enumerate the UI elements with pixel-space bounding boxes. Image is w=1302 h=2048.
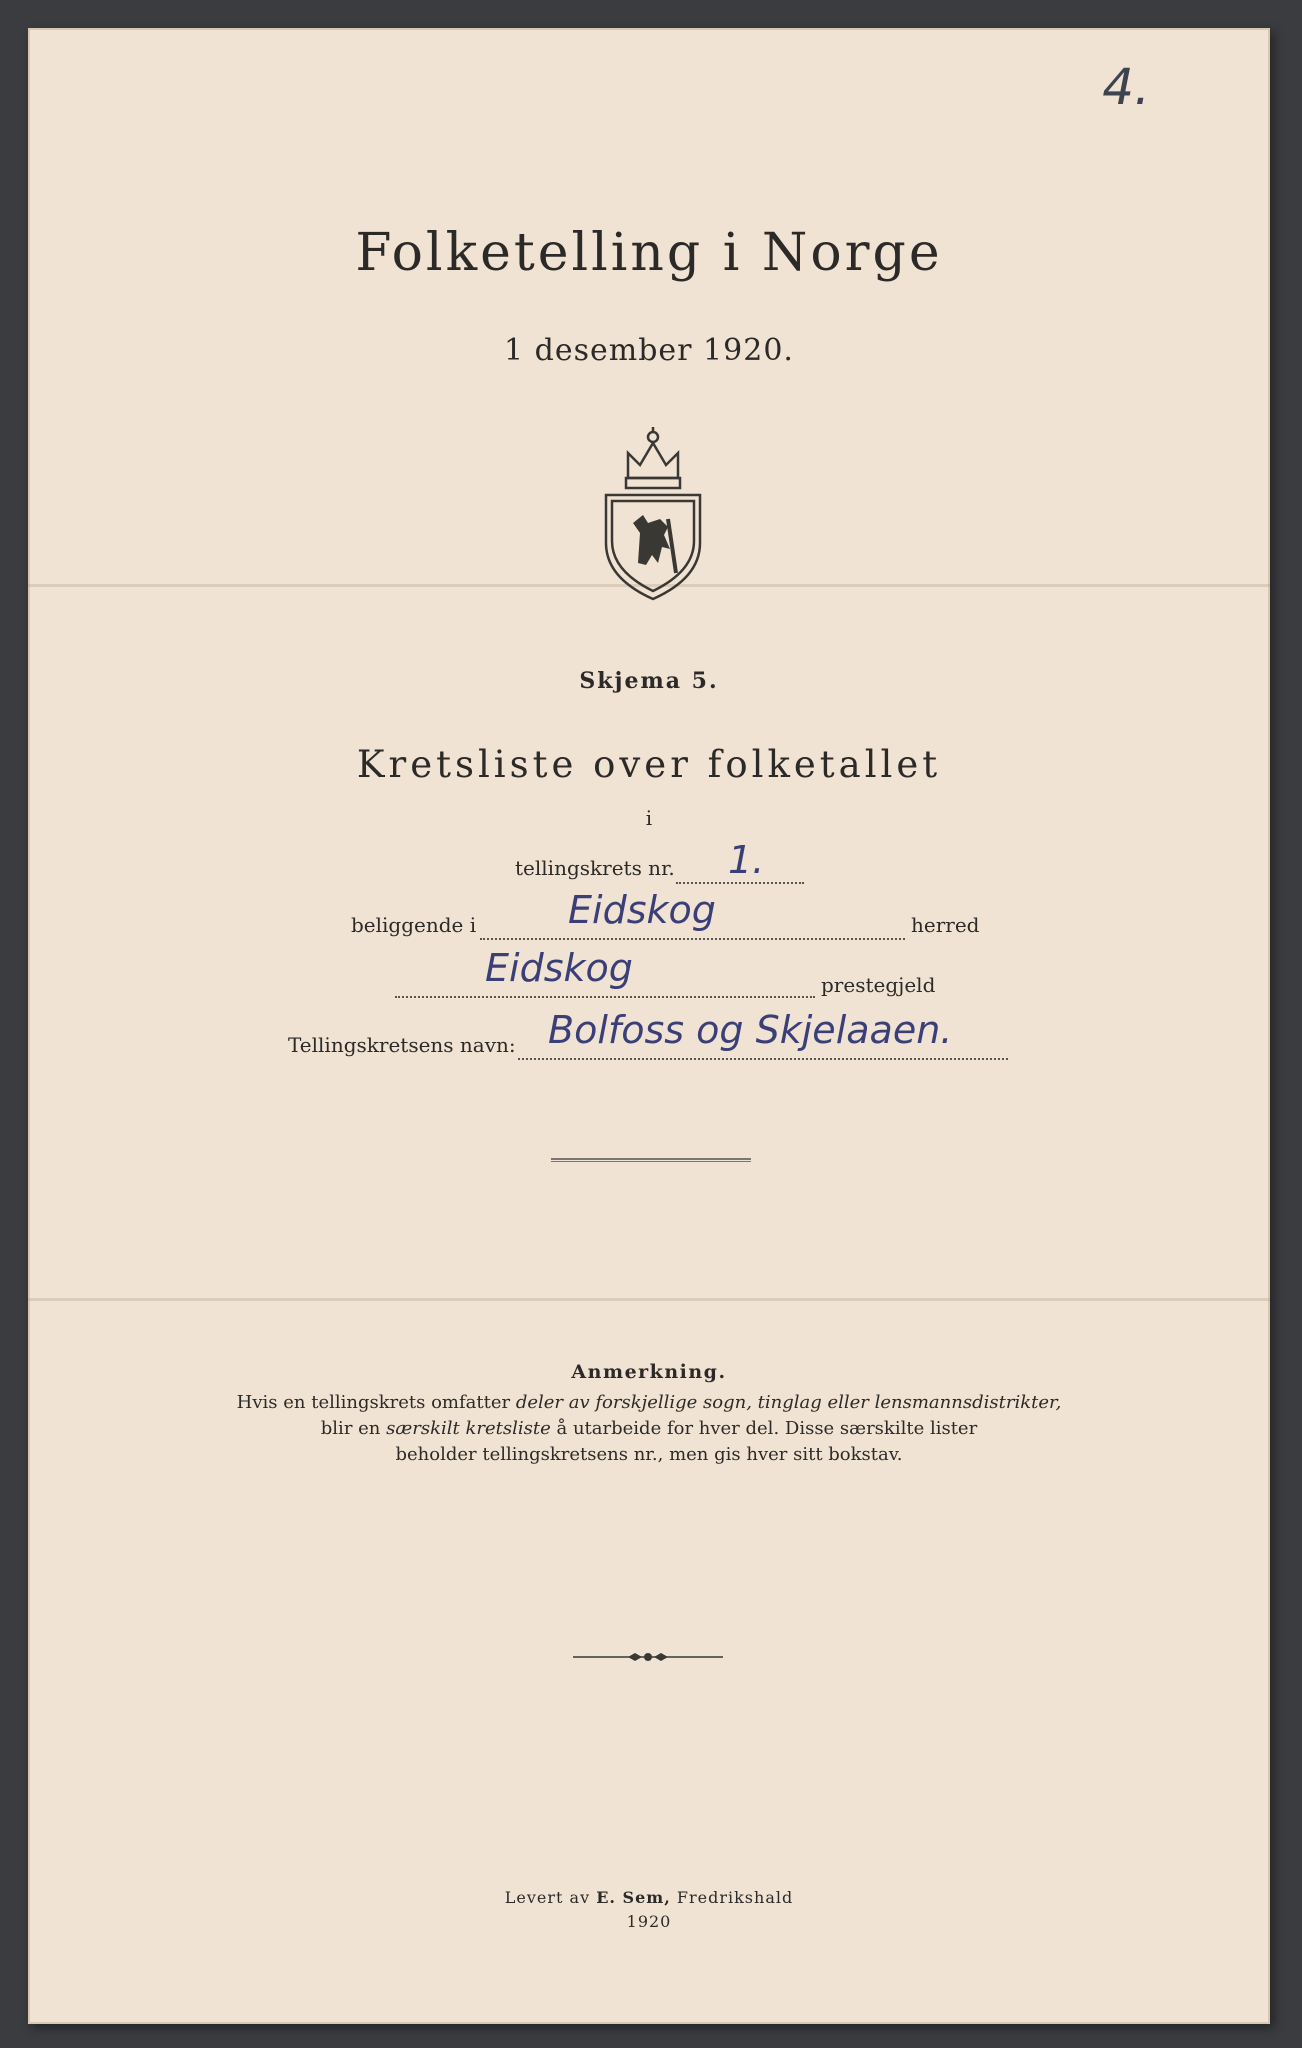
note-text: Hvis en tellingskrets omfatter deler av forskjellige sogn, tinglag eller lensmannsdistrikter, blir en særskilt kretsliste å utarbeide for hver del. Disse særskilte lister beholder tellingskretsens nr., men gis hver sitt bokstav. — [236, 1392, 1062, 1465]
herred-prefix: beliggende i — [351, 913, 477, 937]
navn-label: Tellingskretsens navn: — [288, 1033, 516, 1057]
navn-dotted-line — [518, 1056, 1008, 1060]
prestegjeld-label: prestegjeld — [821, 973, 936, 997]
census-form-sheet — [28, 28, 1270, 2024]
page-number: 4. — [1102, 58, 1150, 116]
navn-handwritten: Bolfoss og Skjelaaen. — [548, 1008, 953, 1052]
norwegian-coat-of-arms-icon — [598, 423, 708, 603]
form-heading: Kretsliste over folketallet — [356, 743, 942, 786]
printer-imprint: Levert av E. Sem, Fredrikshald 1920 — [504, 1888, 794, 1931]
krets-number-handwritten: 1. — [728, 838, 765, 882]
herred-handwritten: Eidskog — [568, 888, 716, 932]
preposition: i — [645, 806, 653, 830]
form-title: Folketelling i Norge — [355, 223, 943, 283]
herred-suffix: herred — [911, 913, 980, 937]
ornament-divider-icon — [573, 1650, 723, 1664]
prestegjeld-handwritten: Eidskog — [485, 946, 633, 990]
krets-label: tellingskrets nr. — [515, 856, 675, 880]
herred-dotted-line — [480, 936, 905, 940]
fold-line — [28, 1298, 1270, 1301]
note-heading: Anmerkning. — [571, 1361, 727, 1383]
section-divider — [551, 1158, 751, 1162]
census-date: 1 desember 1920. — [504, 333, 794, 368]
prestegjeld-dotted-line — [395, 994, 815, 998]
schema-label: Skjema 5. — [579, 668, 719, 694]
